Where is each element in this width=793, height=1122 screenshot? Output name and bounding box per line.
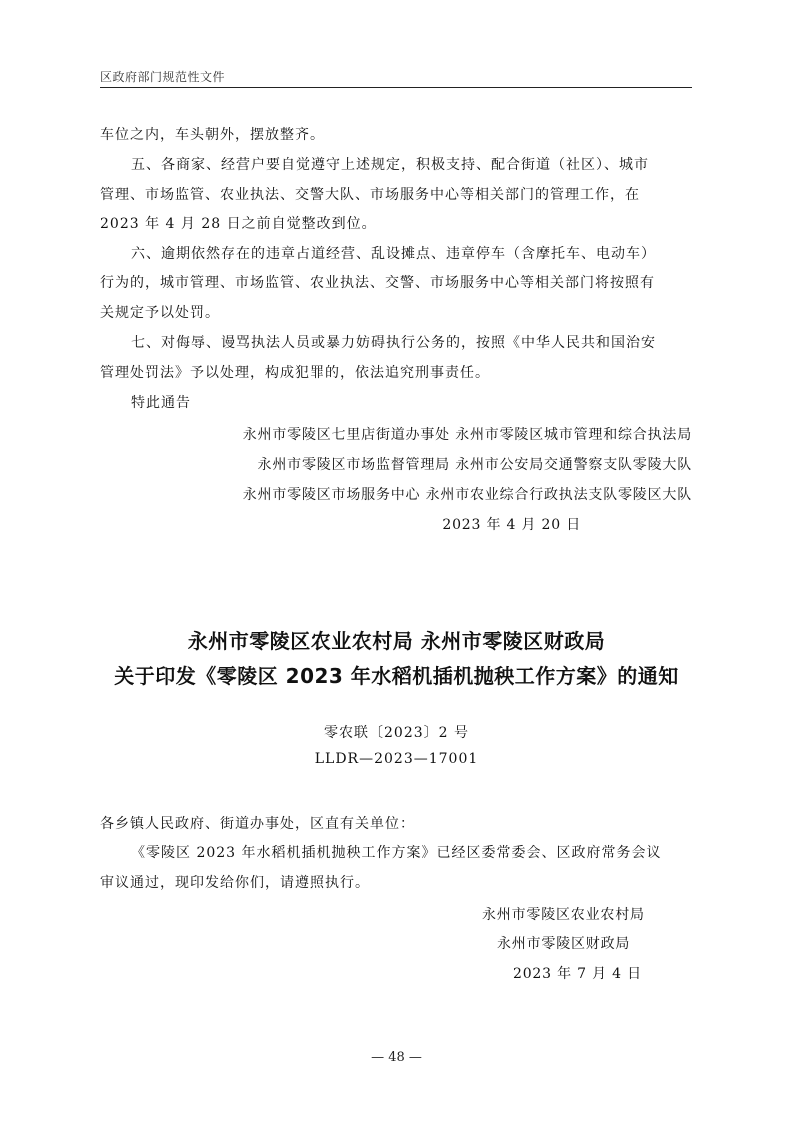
paragraph-line: 2023 年 4 月 28 日之前自觉整改到位。 bbox=[100, 216, 377, 232]
signature-line: 永州市零陵区财政局 bbox=[497, 936, 631, 952]
signature-date: 2023 年 4 月 20 日 bbox=[442, 517, 581, 533]
paragraph-line: 管理、市场监管、农业执法、交警大队、市场服务中心等相关部门的管理工作，在 bbox=[100, 187, 640, 203]
paragraph-line: 《零陵区 2023 年水稻机插机抛秧工作方案》已经区委常委会、区政府常务会议 bbox=[131, 845, 662, 861]
signature-line: 永州市零陵区七里店街道办事处 永州市零陵区城市管理和综合执法局 bbox=[242, 427, 692, 443]
document-title-line-2: 关于印发《零陵区 2023 年水稻机插机抛秧工作方案》的通知 bbox=[114, 664, 679, 688]
paragraph-line: 七、对侮辱、谩骂执法人员或暴力妨碍执行公务的，按照《中华人民共和国治安 bbox=[131, 335, 656, 351]
document-number: 零农联〔2023〕2 号 bbox=[324, 725, 469, 741]
paragraph-line: 管理处罚法》予以处理，构成犯罪的，依法追究刑事责任。 bbox=[100, 365, 490, 381]
signature-line: 永州市零陵区市场服务中心 永州市农业综合行政执法支队零陵区大队 bbox=[242, 487, 692, 503]
signature-line: 永州市零陵区农业农村局 bbox=[482, 907, 645, 923]
paragraph-line: 行为的，城市管理、市场监管、农业执法、交警、市场服务中心等相关部门将按照有 bbox=[100, 275, 655, 291]
closing-phrase: 特此通告 bbox=[131, 395, 191, 411]
signature-date: 2023 年 7 月 4 日 bbox=[513, 966, 642, 982]
page-number: — 48 — bbox=[371, 1050, 422, 1065]
addressee: 各乡镇人民政府、街道办事处，区直有关单位： bbox=[100, 816, 415, 832]
paragraph-line: 六、逾期依然存在的违章占道经营、乱设摊点、违章停车（含摩托车、电动车） bbox=[131, 246, 656, 262]
paragraph-line: 关规定予以处罚。 bbox=[100, 305, 220, 321]
header-divider bbox=[100, 87, 692, 88]
paragraph-line: 五、各商家、经营户要自觉遵守上述规定，积极支持、配合街道（社区）、城市 bbox=[131, 157, 649, 173]
registration-number: LLDR—2023—17001 bbox=[314, 751, 479, 767]
signature-line: 永州市零陵区市场监督管理局 永州市公安局交通警察支队零陵大队 bbox=[257, 457, 692, 473]
paragraph-line: 审议通过，现印发给你们，请遵照执行。 bbox=[100, 875, 370, 891]
paragraph-line: 车位之内，车头朝外，摆放整齐。 bbox=[100, 127, 325, 143]
document-title-line-1: 永州市零陵区农业农村局 永州市零陵区财政局 bbox=[187, 629, 606, 653]
header-title: 区政府部门规范性文件 bbox=[100, 70, 226, 84]
